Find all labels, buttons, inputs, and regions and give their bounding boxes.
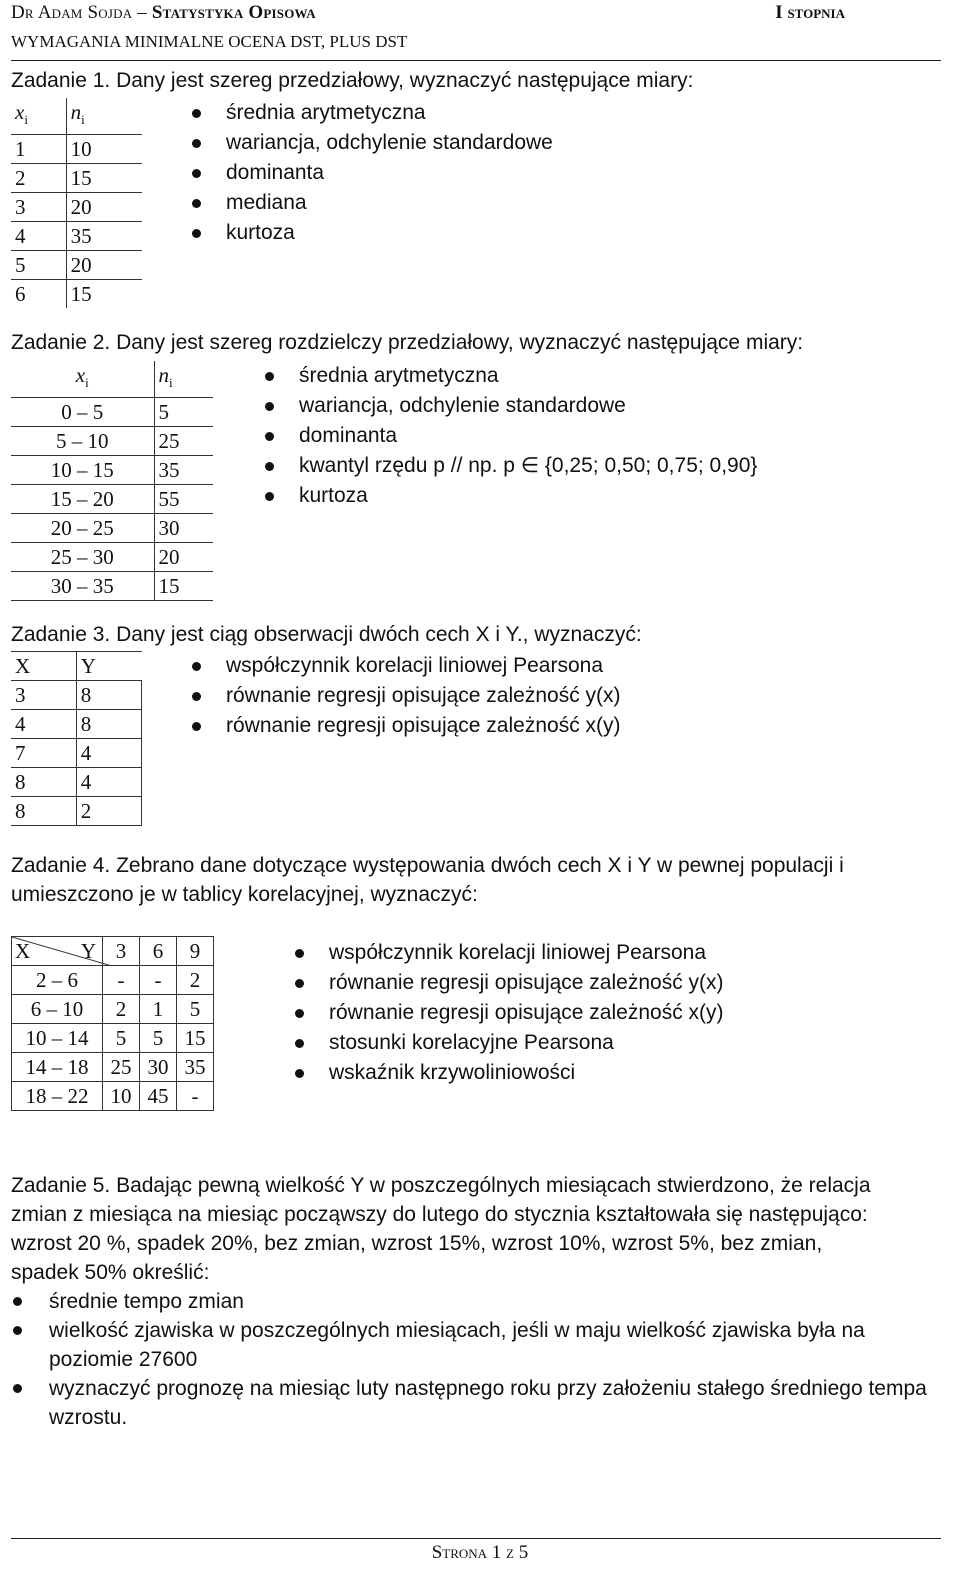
col-n: $n_i$ (154, 361, 213, 398)
task2-bullets (265, 361, 757, 511)
list-item: równanie regresji opisujące zależność y(x) (295, 968, 724, 998)
bullet-icon (295, 979, 304, 988)
table-row: 4 8 (11, 710, 142, 739)
table-row: 1 10 (11, 135, 142, 164)
list-item: średnie tempo zmian (11, 1287, 941, 1316)
table-row: 15 – 20 55 (11, 485, 213, 514)
task4-bullets (295, 938, 724, 1088)
task2-title: Zadanie 2. Dany jest szereg rozdzielczy przedziałowy, wyznaczyć następujące miary: (11, 331, 804, 354)
col-x: $x_i$ (11, 361, 154, 398)
bullet-icon (192, 139, 201, 148)
table-header (11, 361, 213, 398)
bullet-icon (295, 1069, 304, 1078)
list-item: współczynnik korelacji liniowej Pearsona (295, 938, 724, 968)
bullet-icon (265, 402, 274, 411)
list-item: dominanta (192, 158, 553, 188)
author: Dr Adam Sojda (11, 2, 133, 23)
corner-y: Y (80, 939, 96, 963)
table-row: 5 20 (11, 251, 142, 280)
table-row: 20 – 25 30 (11, 514, 213, 543)
bullet-icon (192, 229, 201, 238)
table-row: 8 4 (11, 768, 142, 797)
list-item: kurtoza (265, 481, 757, 511)
bullet-icon (13, 1384, 22, 1393)
list-item: kwantyl rzędu p // np. p ∈ {0,25; 0,50; 0,75; 0,90} (265, 451, 757, 481)
bullet-icon (295, 949, 304, 958)
table-row: 10 – 14 5 5 15 (12, 1024, 214, 1053)
col-x: $x_i$ (11, 98, 66, 135)
task4-table (11, 936, 214, 1111)
task1-title: Zadanie 1. Dany jest szereg przedziałowy, wyznaczyć następujące miary: (11, 69, 694, 92)
bullet-icon (192, 662, 201, 671)
table-row: 7 4 (11, 739, 142, 768)
list-item: średnia arytmetyczna (265, 361, 757, 391)
col-head: 6 (140, 937, 177, 966)
task5-line: wzrost 20 %, spadek 20%, bez zmian, wzrost 15%, wzrost 10%, wzrost 5%, bez zmian, (11, 1232, 823, 1255)
table-row: 6 – 10 2 1 5 (12, 995, 214, 1024)
task3-table (11, 651, 142, 826)
bullet-icon (192, 169, 201, 178)
table-row: 6 15 (11, 280, 142, 309)
page-number: Strona 1 z 5 (431, 1542, 529, 1563)
list-item: wielkość zjawiska w poszczególnych miesiącach, jeśli w maju wielkość zjawiska była na poziomie 27600 (11, 1316, 941, 1374)
list-item: wyznaczyć prognozę na miesiąc luty następnego roku przy założeniu stałego średniego tempa wzrostu. (11, 1374, 941, 1432)
task4-title: Zadanie 4. Zebrano dane dotyczące występowania dwóch cech X i Y w pewnej populacji i umieszczono je w tablicy korelacyjnej, wyznaczyć: (11, 854, 844, 906)
bullet-icon (265, 462, 274, 471)
list-item: wskaźnik krzywoliniowości (295, 1058, 724, 1088)
table-row: 0 – 5 5 (11, 398, 213, 427)
table-header (12, 937, 214, 966)
level: I stopnia (775, 2, 845, 23)
table-row: 4 35 (11, 222, 142, 251)
task5-line: spadek 50% określić: (11, 1261, 210, 1284)
header-title (11, 2, 316, 24)
table-row: 30 – 35 15 (11, 572, 213, 601)
list-item: wariancja, odchylenie standardowe (192, 128, 553, 158)
bullet-icon (265, 372, 274, 381)
requirements: WYMAGANIA MINIMALNE OCENA DST, PLUS DST (11, 32, 408, 51)
task2-table (11, 361, 213, 601)
task5-line: Zadanie 5. Badając pewną wielkość Y w poszczególnych miesiącach stwierdzono, że relacja (11, 1174, 871, 1197)
bullet-icon (192, 692, 201, 701)
table-row: 8 2 (11, 797, 142, 826)
task1-bullets (192, 98, 553, 248)
table-row: 18 – 22 10 45 - (12, 1082, 214, 1111)
list-item: równanie regresji opisujące zależność x(y) (192, 711, 621, 741)
table-row: 2 15 (11, 164, 142, 193)
col-y: Y (76, 652, 141, 681)
list-item: średnia arytmetyczna (192, 98, 553, 128)
subject: Statystyka Opisowa (151, 2, 316, 23)
table-row: 25 – 30 20 (11, 543, 213, 572)
footer-rule (11, 1538, 941, 1539)
bullet-icon (192, 199, 201, 208)
table-row: 3 8 (11, 681, 142, 710)
bullet-icon (13, 1326, 22, 1335)
task3-title: Zadanie 3. Dany jest ciąg obserwacji dwóch cech X i Y., wyznaczyć: (11, 623, 642, 646)
col-n: $n_i$ (66, 98, 142, 135)
list-item: równanie regresji opisujące zależność x(y) (295, 998, 724, 1028)
task5-body (11, 1171, 941, 1287)
bullet-icon (265, 432, 274, 441)
list-item: współczynnik korelacji liniowej Pearsona (192, 651, 621, 681)
bullet-icon (295, 1039, 304, 1048)
table-row: 2 – 6 - - 2 (12, 966, 214, 995)
table-row: 3 20 (11, 193, 142, 222)
list-item: mediana (192, 188, 553, 218)
corner-cell (12, 937, 103, 966)
bullet-icon (13, 1297, 22, 1306)
task5-bullets (11, 1287, 941, 1432)
col-x: X (11, 652, 76, 681)
list-item: dominanta (265, 421, 757, 451)
list-item: wariancja, odchylenie standardowe (265, 391, 757, 421)
list-item: równanie regresji opisujące zależność y(x) (192, 681, 621, 711)
table-header (11, 98, 142, 135)
col-head: 3 (103, 937, 140, 966)
task1-table (11, 98, 142, 308)
bullet-icon (192, 722, 201, 731)
list-item: kurtoza (192, 218, 553, 248)
list-item: stosunki korelacyjne Pearsona (295, 1028, 724, 1058)
corner-x: X (15, 939, 31, 963)
bullet-icon (295, 1009, 304, 1018)
table-row: 10 – 15 35 (11, 456, 213, 485)
header-dash: – (137, 2, 147, 23)
bullet-icon (265, 492, 274, 501)
task3-bullets (192, 651, 621, 741)
task5-line: zmian z miesiąca na miesiąc począwszy do lutego do stycznia kształtowała się następująco: (11, 1203, 868, 1226)
col-head: 9 (177, 937, 214, 966)
table-row: 5 – 10 25 (11, 427, 213, 456)
page-header (11, 0, 941, 61)
bullet-icon (192, 109, 201, 118)
table-row: 14 – 18 25 30 35 (12, 1053, 214, 1082)
table-header (11, 652, 142, 681)
